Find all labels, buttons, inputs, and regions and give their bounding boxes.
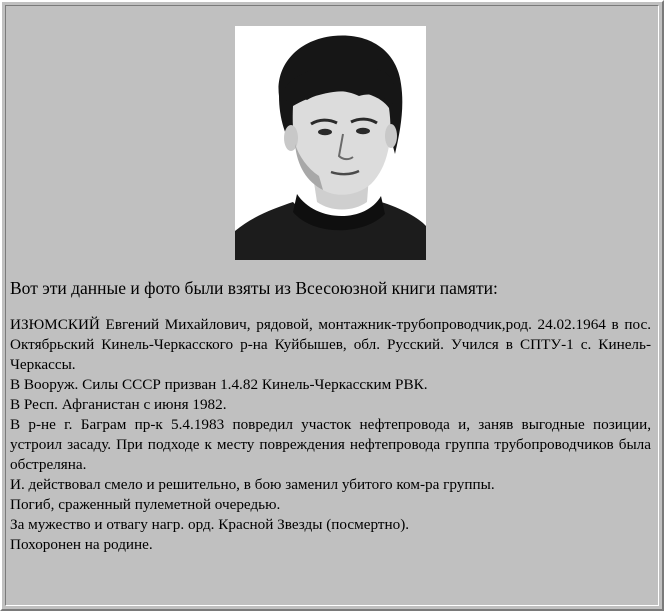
bio-paragraph: За мужество и отвагу нагр. орд. Красной Звезды (посмертно). xyxy=(10,516,410,533)
bio-paragraph: Погиб, сраженный пулеметной очередью. xyxy=(10,496,281,513)
memorial-text xyxy=(10,277,651,555)
bio-paragraph: В р-не г. Баграм пр-к 5.4.1983 повредил участок нефтепровода и, заняв выгодные позиции, устроил засаду. При подходе к месту повреждения нефтепровода группа трубопроводчиков была обстреляна. xyxy=(10,416,651,473)
bio-paragraph: И. действовал смело и решительно, в бою заменил убитого ком-ра группы. xyxy=(10,476,495,493)
bio-paragraph: В Респ. Афганистан с июня 1982. xyxy=(10,396,227,413)
portrait-photo xyxy=(235,26,426,260)
intro-text: Вот эти данные и фото были взяты из Всесоюзной книги памяти: xyxy=(10,278,498,298)
bio-paragraph: Похоронен на родине. xyxy=(10,536,153,553)
bio-paragraph: В Вооруж. Силы СССР призван 1.4.82 Кинель-Черкасским РВК. xyxy=(10,376,428,393)
biography xyxy=(10,315,651,555)
portrait-photo-image xyxy=(235,26,426,260)
bio-paragraph: ИЗЮМСКИЙ Евгений Михайлович, рядовой, монтажник-трубопроводчик,род. 24.02.1964 в пос. Октябрьский Кинель-Черкасского р-на Куйбышев, обл. Русский. Учился в СПТУ-1 с. Кинель-Черкассы. xyxy=(10,316,651,373)
